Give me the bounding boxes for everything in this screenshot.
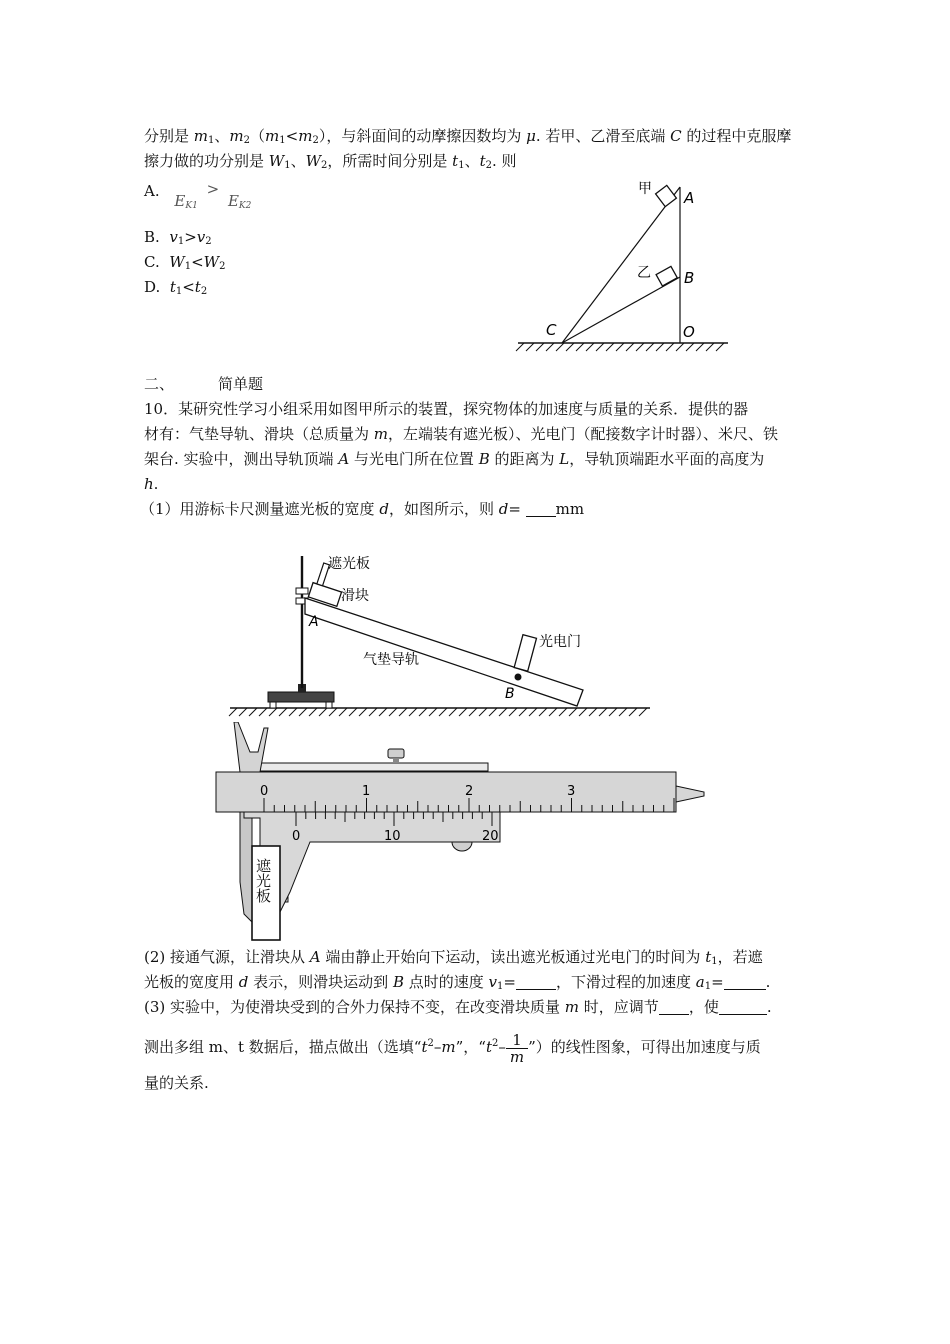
option-d: D. $t_1<t_2$: [144, 278, 208, 297]
section-heading: 二、 简单题: [144, 375, 264, 393]
fraction-1-over-m: $\frac{1}{m}$: [506, 1032, 528, 1065]
answer-blank-v1[interactable]: [516, 973, 556, 990]
q10-line1: 10．某研究性学习小组采用如图甲所示的装置，探究物体的加速度与质量的关系．提供的器: [144, 400, 749, 418]
ground-hatch: [516, 343, 724, 351]
q10-line3: 架台. 实验中，测出导轨顶端 A 与光电门所在位置 B 的距离为 L，导轨顶端距水平面的高度为: [144, 450, 765, 468]
label-jia: 甲: [638, 181, 652, 197]
q9-line1: 分别是 $m_1$、$m_2(m_1<m_2)$，与斜面间的动摩擦因数均为 μ. 若甲、乙滑至底端 C 的过程中克服摩: [144, 127, 792, 146]
option-c: C. $W_1<W_2$: [144, 253, 226, 272]
main-tick-0: 0: [260, 784, 269, 799]
vernier-tick-10: 10: [384, 829, 401, 844]
incline-bc: [562, 277, 680, 343]
vernier-slider: [244, 812, 500, 922]
lock-screw: [388, 749, 404, 758]
q10-line2: 材有：气垫导轨、滑块（总质量为 m，左端装有遮光板）、光电门（配接数字计时器）、米尺、铁: [144, 425, 779, 443]
block-yi: [656, 266, 677, 286]
label-c: C: [546, 321, 557, 339]
thumb-wheel: [452, 842, 472, 851]
label-a: A: [684, 189, 695, 207]
clamp: [296, 588, 308, 594]
q9-line2: 擦力做的功分别是 $W_1$、$W_2$，所需时间分别是 $t_1$、$t_2$. 则: [144, 152, 517, 171]
label-rail: 气垫导轨: [363, 652, 419, 668]
incline-ac: [562, 187, 680, 343]
label-b: B: [684, 269, 695, 287]
depth-rod: [258, 763, 488, 771]
main-tick-3: 3: [567, 784, 576, 799]
label-a: A: [309, 614, 319, 630]
q10-part3-line1: (3) 实验中，为使滑块受到的合外力保持不变，在改变滑块质量 m 时，应调节 ，使 .: [144, 998, 772, 1016]
vernier-tick-20: 20: [482, 829, 499, 844]
apparatus-figure: [225, 548, 655, 723]
q10-line4: h.: [144, 475, 159, 493]
caliper-tip: [676, 786, 704, 802]
caliper-figure: [210, 722, 710, 947]
option-b: B. $v_1>v_2$: [144, 228, 212, 247]
incline-figure: [510, 175, 740, 360]
label-b: B: [505, 686, 515, 702]
label-shade: 遮光板: [328, 556, 370, 572]
photogate: [514, 635, 536, 671]
option-a: A. $E_{K1} > E_{K2}$: [144, 180, 252, 211]
answer-blank-a1[interactable]: [724, 973, 766, 990]
label-o: O: [683, 323, 695, 341]
table-hatch: [229, 708, 647, 716]
shade-plate-label: 遮光板: [254, 858, 272, 903]
answer-blank-make[interactable]: [719, 998, 767, 1015]
vernier-tick-0: 0: [292, 829, 301, 844]
q10-part3-line2: 测出多组 m、t 数据后，描点做出（选填“$t^2-m$”，“$t^2-$ $\frac{1}{m}$ ”）的线性图象，可得出加速度与质: [144, 1030, 761, 1066]
main-tick-2: 2: [465, 784, 474, 799]
answer-blank-adjust[interactable]: [659, 998, 689, 1015]
answer-blank-d[interactable]: [526, 500, 556, 517]
point-b: [515, 674, 522, 681]
main-tick-1: 1: [362, 784, 371, 799]
block-jia: [656, 185, 677, 206]
label-yi: 乙: [637, 265, 651, 281]
lower-jaw-fixed: [240, 812, 252, 922]
stand-base: [268, 692, 334, 702]
label-gate: 光电门: [539, 634, 581, 650]
q10-part2-line2: 光板的宽度用 d 表示，则滑块运动到 B 点时的速度 $v_1=$ ，下滑过程的加速度 $a_1=$ .: [144, 973, 771, 992]
air-rail: [305, 598, 583, 706]
q10-part3-line3: 量的关系.: [144, 1074, 209, 1092]
q10-part2-line1: (2) 接通气源，让滑块从 A 端由静止开始向下运动，读出遮光板通过光电门的时间为 $t_1$，若遮: [144, 948, 763, 967]
label-slider: 滑块: [341, 588, 369, 604]
q10-part1: （1）用游标卡尺测量遮光板的宽度 d，如图所示，则 d= mm: [140, 500, 585, 518]
